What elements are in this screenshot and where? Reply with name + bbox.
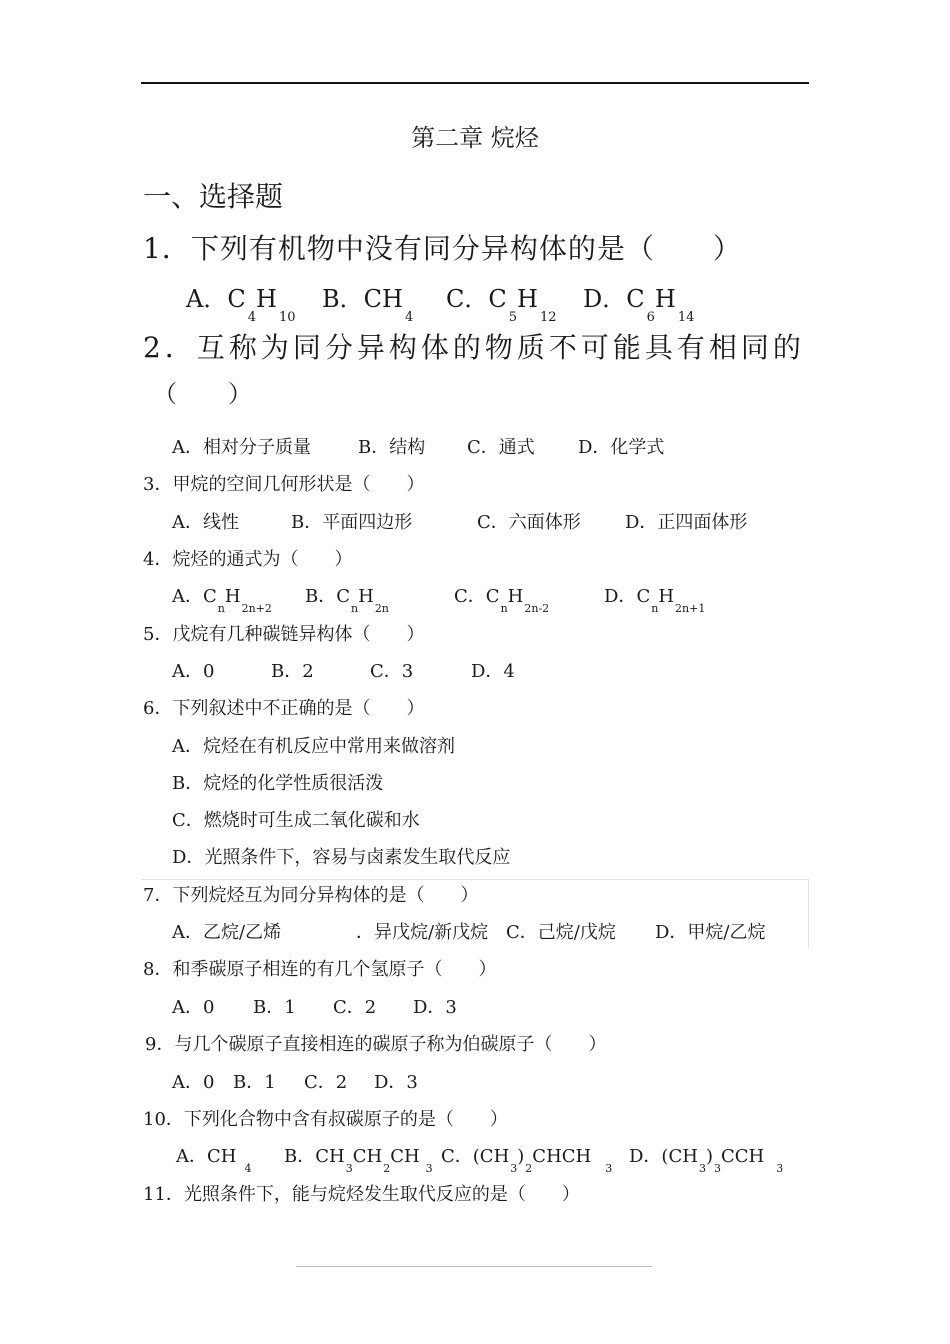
question-1-stem: 1．下列有机物中没有同分异构体的是（ ）	[143, 232, 742, 265]
question-9-stem: 9．与几个碳原子直接相连的碳原子称为伯碳原子（ ）	[145, 1034, 607, 1055]
question-6-stem: 6．下列叙述中不正确的是（ ）	[143, 698, 425, 719]
q6-option-b: B．烷烃的化学性质很活泼	[172, 773, 384, 794]
q2-option-c: C．通式	[467, 437, 535, 458]
q8-option-d: D．3	[413, 997, 457, 1018]
section-heading: 一、选择题	[143, 180, 284, 213]
question-2-stem: 2．互称为同分异构体的物质不可能具有相同的	[143, 331, 805, 364]
q1-option-d: D．$C_6H_{14}$	[583, 285, 695, 325]
q6-option-a: A．烷烃在有机反应中常用来做溶剂	[172, 736, 455, 757]
q10-option-c: C．$(CH_3)_2CHCH_3$	[441, 1146, 613, 1175]
q9-option-c: C．2	[304, 1072, 348, 1093]
q2-option-b: B．结构	[358, 437, 426, 458]
question-4-stem: 4．烷烃的通式为（ ）	[143, 549, 353, 570]
q8-option-a: A．0	[172, 997, 215, 1018]
q10-option-b: B．$CH_3CH_2CH_3$	[284, 1146, 433, 1175]
q5-option-b: B．2	[271, 661, 314, 682]
question-10-stem: 10．下列化合物中含有叔碳原子的是（ ）	[143, 1109, 508, 1130]
q8-option-b: B．1	[253, 997, 296, 1018]
question-5-stem: 5．戊烷有几种碳链异构体（ ）	[143, 624, 425, 645]
q3-option-d: D．正四面体形	[625, 512, 748, 533]
question-7-stem: 7．下列烷烃互为同分异构体的是（ ）	[143, 885, 479, 906]
footer-rule	[296, 1266, 652, 1267]
q4-option-a: A．$C_nH_{2n+2}$	[172, 586, 272, 615]
q4-option-b: B．$C_nH_{2n}$	[305, 586, 389, 615]
q1-option-c: C．$C_5H_{12}$	[446, 285, 557, 325]
q10-option-a: A．$CH_4$	[176, 1146, 252, 1175]
question-2-stem-cont: （ ）	[153, 380, 253, 408]
q4-option-d: D．$C_nH_{2n+1}$	[604, 586, 706, 615]
q7-option-c: C．己烷/戊烷	[506, 922, 616, 943]
top-rule	[141, 82, 809, 84]
q1-option-b: B．$CH_4$	[322, 285, 414, 325]
q6-option-d: D．光照条件下，容易与卤素发生取代反应	[172, 847, 511, 868]
q8-option-c: C．2	[333, 997, 377, 1018]
q1-option-a: A．$C_4H_{10}$	[186, 285, 296, 325]
q3-option-a: A．线性	[172, 512, 239, 533]
chapter-title: 第二章 烷烃	[411, 124, 539, 152]
q2-option-a: A．相对分子质量	[172, 437, 311, 458]
q5-option-a: A．0	[172, 661, 215, 682]
q9-option-a: A．0	[172, 1072, 215, 1093]
q5-option-c: C．3	[370, 661, 414, 682]
q4-option-c: C．$C_nH_{2n-2}$	[454, 586, 550, 615]
q2-option-d: D．化学式	[578, 437, 665, 458]
q5-option-d: D．4	[471, 661, 515, 682]
question-11-stem: 11．光照条件下，能与烷烃发生取代反应的是（ ）	[143, 1184, 580, 1205]
q3-option-b: B．平面四边形	[291, 512, 413, 533]
q9-option-d: D．3	[374, 1072, 418, 1093]
q6-option-c: C．燃烧时可生成二氧化碳和水	[172, 810, 420, 831]
q3-option-c: C．六面体形	[477, 512, 581, 533]
q7-option-a: A．乙烷/乙烯	[172, 922, 282, 943]
q10-option-d: D．$(CH_3)_3CCH_3$	[629, 1146, 784, 1175]
q7-option-b: ．异戊烷/新戊烷	[356, 922, 489, 943]
q9-option-b: B．1	[233, 1072, 276, 1093]
question-3-stem: 3．甲烷的空间几何形状是（ ）	[143, 474, 425, 495]
question-8-stem: 8．和季碳原子相连的有几个氢原子（ ）	[143, 959, 497, 980]
q7-option-d: D．甲烷/乙烷	[655, 922, 766, 943]
